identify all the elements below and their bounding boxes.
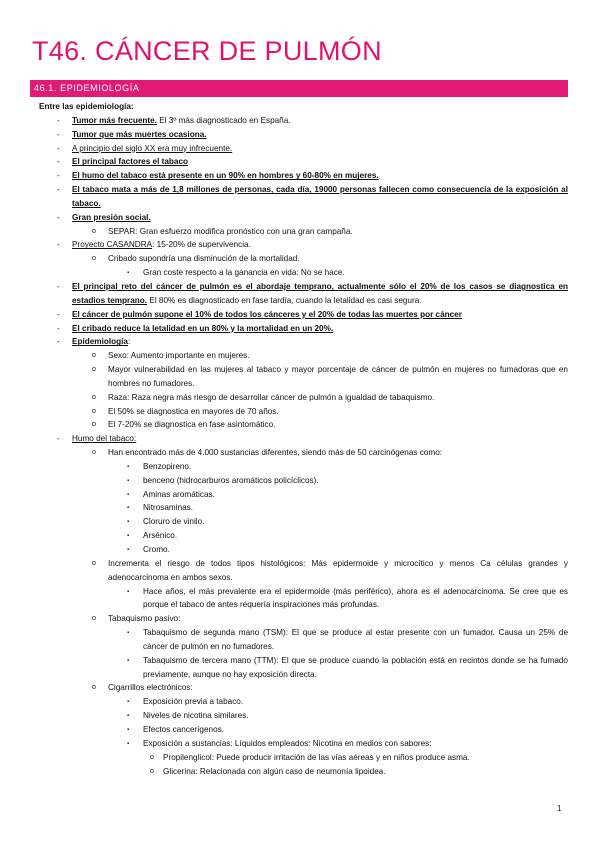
- dash-bullet: -: [57, 143, 60, 153]
- list-item: o Mayor vulnerabilidad en las mujeres al tabaco y mayor porcentaje de cáncer de pulmón en mujeres no fumadoras que en hombres no fumadores.: [92, 365, 568, 388]
- list-item: ▪ Cloruro de vinilo.: [30, 515, 568, 529]
- list-item: o Incrementa el riesgo de todos tipos histológicos: Más epidermoide y microcítico y menos Ca células grandes y adenocarcinoma en ambos sexos.: [92, 558, 568, 582]
- circle-bullet: o: [92, 227, 96, 235]
- list-item: ▪ Exposición a sustancias: Líquidos empleados: Nicotina en medios con sabores:: [30, 737, 568, 751]
- list-item: o Han encontrado más de 4.000 sustancias diferentes, siendo más de 50 carcinógenas como:: [30, 446, 568, 460]
- square-bullet: ▪: [127, 270, 130, 277]
- square-bullet: ▪: [127, 491, 130, 498]
- square-bullet: ▪: [127, 740, 130, 747]
- dash-bullet: -: [57, 337, 60, 347]
- list-item: o El 50% se diagnostica en mayores de 70 años.: [30, 405, 568, 419]
- list-item: - A principio del siglo XX era muy infrecuente.: [30, 142, 568, 156]
- dash-bullet: -: [57, 309, 60, 319]
- circle-bullet: o: [92, 407, 96, 415]
- dash-bullet: -: [57, 157, 60, 167]
- circle-bullet: o: [92, 615, 96, 623]
- dash-bullet: -: [57, 323, 60, 333]
- circle-bullet: o: [92, 255, 96, 263]
- page-title: T46. CÁNCER DE PULMÓN: [32, 36, 382, 66]
- list-item: ▪ Tabaquismo de tercera mano (TTM): El que se produce cuando la población está en recintos donde se ha fumado previamente, aunque no hay exposición directa.: [127, 655, 568, 679]
- list-item: - El principal factores el tabaco: [30, 155, 568, 169]
- square-bullet: ▪: [127, 713, 130, 720]
- circle-bullet: o: [92, 449, 96, 457]
- square-bullet: ▪: [127, 533, 130, 540]
- intro-text: Entre las epidemiología:: [39, 102, 134, 111]
- document-body: [30, 100, 568, 778]
- square-bullet: ▪: [127, 726, 130, 733]
- list-item: o Cribado supondría una disminución de la mortalidad.: [30, 252, 568, 266]
- list-item: - Proyecto CASANDRA: 15-20% de supervivencia.: [30, 238, 568, 252]
- list-item: o Cigarrillos electrónicos:: [30, 681, 568, 695]
- square-bullet: ▪: [127, 630, 130, 637]
- square-bullet: ▪: [127, 463, 130, 470]
- circle-bullet: o: [92, 393, 96, 401]
- list-item: - El cáncer de pulmón supone el 10% de todos los cánceres y el 20% de todas las muertes por cáncer: [30, 308, 568, 322]
- list-item: ▪ Gran coste respecto a la ganancia en vida: No se hace.: [30, 266, 568, 280]
- list-item: o El 7-20% se diagnostica en fase asintomático.: [30, 418, 568, 432]
- circle-bullet: o: [92, 684, 96, 692]
- list-item: ▪ benceno (hidrocarburos aromáticos policíclicos).: [30, 474, 568, 488]
- page-number: 1: [557, 804, 562, 813]
- dash-bullet: -: [57, 171, 60, 181]
- list-item: ▪ Niveles de nicotina similares.: [30, 709, 568, 723]
- list-item: o Propilenglicol: Puede producir irritación de las vías aéreas y en niños produce asma.: [30, 751, 568, 765]
- list-item: ▪ Efectos cancerígenos.: [30, 723, 568, 737]
- list-item: o Sexo: Aumento importante en mujeres.: [30, 349, 568, 363]
- circle-bullet: o: [92, 366, 96, 374]
- list-item: - El principal reto del cáncer de pulmón es el abordaje temprano, actualmente sólo el 20% de los casos se diagnostica en estadios temprano. El 80% es diagnosticado en fase tardía, cuando la letalidad es casi segura.: [57, 281, 568, 305]
- circle-bullet: o: [150, 767, 154, 775]
- list-item: ▪ Hace años, el más prevalente era el epidermoide (más periférico), ahora es el adenocarcinoma. Se cree que es porque el tabaco de antes requería inspiraciones más profundas.: [127, 586, 568, 610]
- dash-bullet: -: [57, 115, 60, 125]
- circle-bullet: o: [92, 559, 96, 567]
- dash-bullet: -: [57, 185, 60, 195]
- list-item: ▪ Nitrosaminas.: [30, 501, 568, 515]
- circle-bullet: o: [150, 753, 154, 761]
- square-bullet: ▪: [127, 588, 130, 595]
- circle-bullet: o: [92, 352, 96, 360]
- list-item: ▪ Benzopireno.: [30, 460, 568, 474]
- list-item: ▪ Exposición previa a tabaco.: [30, 695, 568, 709]
- circle-bullet: o: [92, 421, 96, 429]
- square-bullet: ▪: [127, 699, 130, 706]
- list-item: - Tumor más frecuente. El 3º más diagnosticado en España.: [30, 114, 568, 128]
- list-item: - Humo del tabaco:: [30, 432, 568, 446]
- square-bullet: ▪: [127, 477, 130, 484]
- dash-bullet: -: [57, 434, 60, 444]
- square-bullet: ▪: [127, 547, 130, 553]
- list-item: - El cribado reduce la letalidad en un 80% y la mortalidad en un 20%.: [30, 322, 568, 336]
- section-header: 46.1. EPIDEMIOLOGÍA: [30, 80, 568, 97]
- dash-bullet: -: [57, 212, 60, 222]
- list-item: ▪ Cromo.: [30, 543, 568, 557]
- list-item: ▪ Arsénico.: [30, 529, 568, 543]
- list-item: - El tabaco mata a más de 1,8 millones de personas, cada día, 19000 personas fallecen como consecuencia de la exposición al tabaco.: [57, 185, 568, 208]
- list-item: o SEPAR: Gran esfuerzo modifica pronóstico con una gran campaña.: [30, 225, 568, 239]
- list-item: - Epidemiología:: [30, 335, 568, 349]
- square-bullet: ▪: [127, 519, 130, 526]
- list-item: o Raza: Raza negra más riesgo de desarrollar cáncer de pulmón a igualdad de tabaquismo.: [30, 391, 568, 405]
- list-item: ▪ Aminas aromáticas.: [30, 488, 568, 502]
- dash-bullet: -: [57, 240, 60, 250]
- list-item: - Gran presión social.: [30, 211, 568, 225]
- dash-bullet: -: [57, 129, 60, 139]
- dash-bullet: -: [57, 281, 60, 291]
- square-bullet: ▪: [127, 505, 130, 512]
- list-item: - Tumor que más muertes ocasiona.: [30, 128, 568, 142]
- list-item: - El humo del tabaco está presente en un 90% en hombres y 60-80% en mujeres.: [30, 169, 568, 183]
- list-item: o Tabaquismo pasivo:: [30, 612, 568, 626]
- list-item: ▪ Tabaquismo de segunda mano (TSM): El que se produce al estar presente con un fumador. Causa un 25% de cáncer de pulmón en no fumadores.: [127, 628, 568, 651]
- list-item: o Glicerina: Relacionada con algún caso de neumonía lipoidea.: [30, 765, 568, 779]
- square-bullet: ▪: [127, 657, 130, 664]
